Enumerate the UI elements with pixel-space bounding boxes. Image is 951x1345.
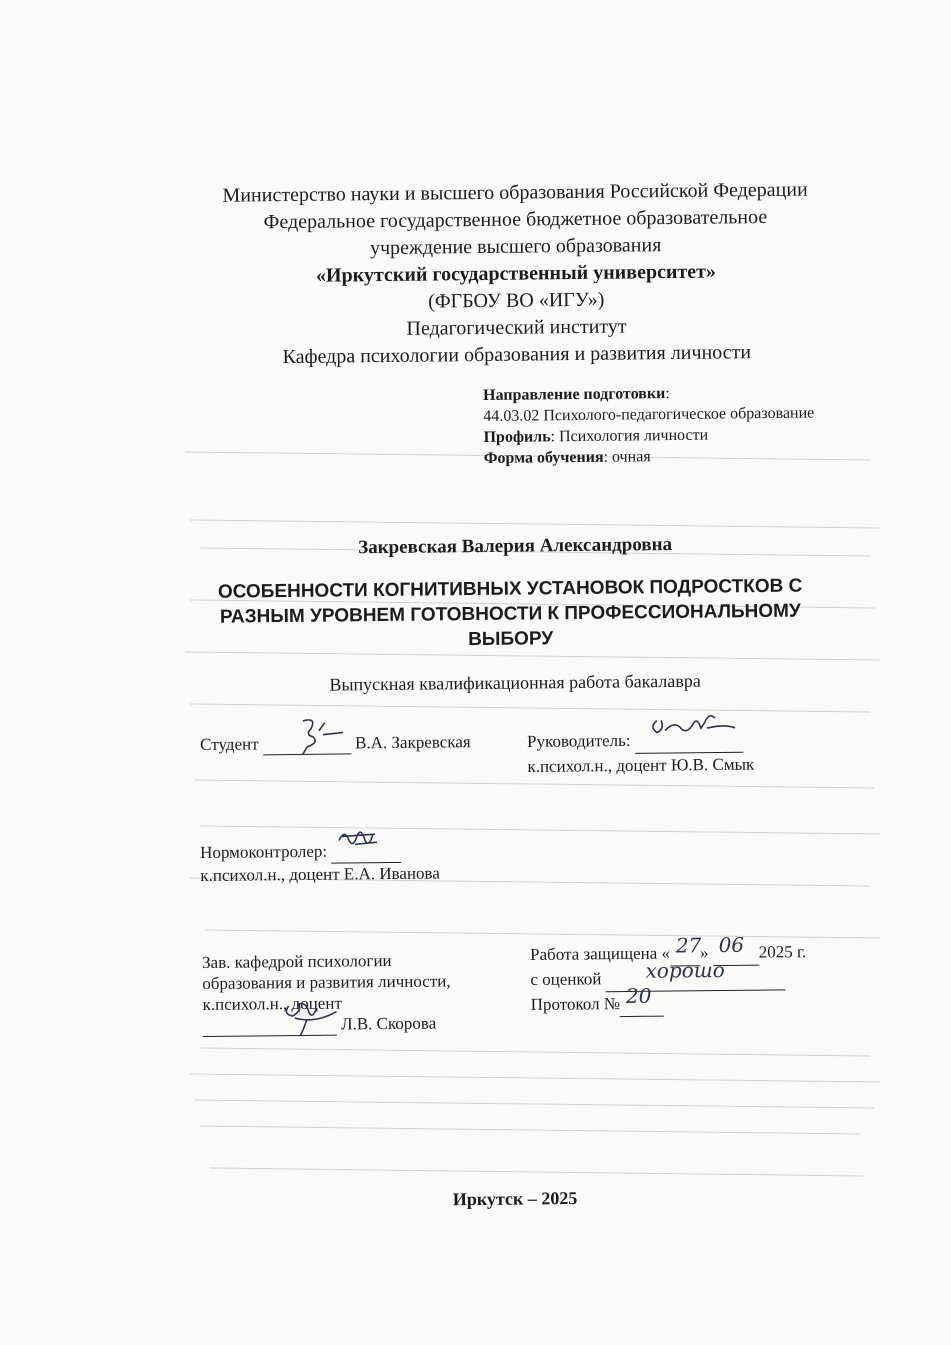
defense-month: 06 (718, 932, 745, 958)
normocontroller-signature-line (331, 840, 401, 864)
student-signature-row (200, 731, 471, 756)
protocol-label: Протокол № (530, 994, 621, 1014)
author-name: Закревская Валерия Александровна (358, 534, 673, 559)
university-abbrev: (ФГБОУ ВО «ИГУ») (428, 288, 605, 313)
profile-value: : Психология личности (550, 426, 709, 446)
student-signature (263, 710, 351, 755)
supervisor-credentials: к.психол.н., доцент Ю.В. Смык (527, 754, 755, 776)
head-of-department-row (202, 949, 451, 1037)
institution-type-line: Федеральное государственное бюджетное образовательное (263, 206, 768, 234)
profile-label: Профиль (483, 428, 551, 446)
city-year: Иркутск – 2025 (452, 1187, 578, 1210)
grade-label: с оценкой (530, 969, 602, 989)
direction-label: Направление подготовки (483, 385, 666, 404)
defense-day: 27 (675, 933, 702, 958)
head-name: Л.В. Скорова (340, 1013, 437, 1034)
head-title-line-2: образования и развития личности, (202, 971, 451, 993)
institute-name: Педагогический институт (406, 315, 627, 340)
supervisor-signature (634, 706, 742, 751)
form-value: : очная (603, 448, 651, 466)
defense-record: Работа защищена « 27 » 06 2025 г. с оценкой хорошо Протокол № 20 (530, 940, 807, 1018)
supervisor-label: Руководитель: (527, 730, 631, 751)
grade-value: хорошо (645, 957, 725, 983)
normocontroller-credentials: к.психол.н., доцент Е.А. Иванова (200, 863, 440, 885)
student-name: В.А. Закревская (354, 732, 471, 753)
head-signature-line (203, 1014, 337, 1037)
form-label: Форма обучения (483, 448, 604, 467)
normocontroller-row (200, 839, 440, 887)
student-signature-line (263, 732, 351, 755)
department-name: Кафедра психологии образования и развития личности (282, 341, 752, 369)
institution-type-line-2: учреждение высшего образования (369, 234, 662, 260)
protocol-number: 20 (625, 983, 652, 1008)
work-type: Выпускная квалификационная работа бакалавра (329, 670, 701, 695)
head-title-line-1: Зав. кафедрой психологии (202, 951, 392, 972)
head-signature (202, 992, 336, 1037)
study-direction: Направление подготовки: 44.03.02 Психолого-педагогическое образование Профиль: Психология личности Форма обучения: очная (483, 385, 815, 467)
thesis-title: ОСОБЕННОСТИ КОГНИТИВНЫХ УСТАНОВОК ПОДРОСТКОВ С РАЗНЫМ УРОВНЕМ ГОТОВНОСТИ К ПРОФЕССИОНАЛЬНОМУ ВЫБОРУ (217, 575, 803, 651)
defense-year: 2025 г. (758, 942, 807, 962)
institution-header (195, 176, 837, 372)
normocontroller-signature (331, 818, 401, 863)
supervisor-signature-row (527, 728, 754, 779)
ministry-line: Министерство науки и высшего образования Российской Федерации (222, 178, 808, 207)
supervisor-signature-line (635, 728, 743, 754)
head-title-line-3: к.психол.н., доцент (202, 993, 342, 1014)
normocontroller-label: Нормоконтролер: (200, 841, 328, 862)
direction-value: 44.03.02 Психолого-педагогическое образование (483, 404, 815, 425)
student-label: Студент (200, 734, 259, 754)
protocol-field (620, 983, 664, 1017)
university-name: «Иркутский государственный университет» (315, 260, 717, 287)
